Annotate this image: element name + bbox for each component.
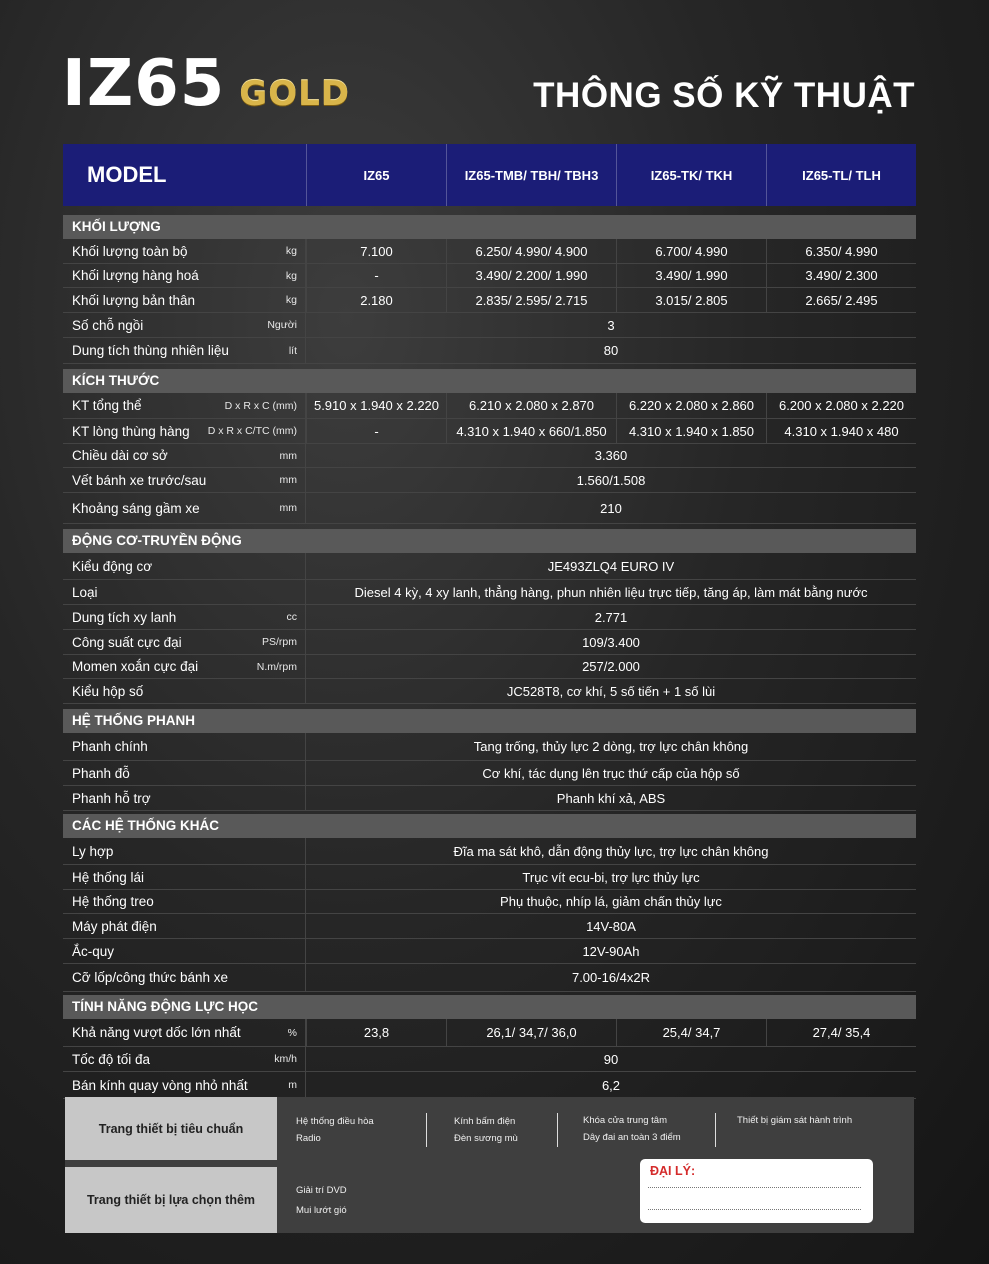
spec-row <box>63 761 916 786</box>
spec-row <box>63 553 916 580</box>
spec-unit: kg <box>285 294 297 306</box>
spec-label-cell <box>63 786 306 810</box>
spec-value: 3 <box>607 317 615 333</box>
optional-item: Mui lướt gió <box>296 1205 347 1216</box>
spec-row <box>63 1019 916 1047</box>
spec-label-cell <box>63 679 306 703</box>
spec-value: 3.015/ 2.805 <box>616 288 766 312</box>
standard-item-group <box>583 1112 681 1146</box>
spec-label-cell <box>63 288 306 312</box>
spec-label-cell <box>63 264 306 287</box>
spec-label-cell <box>63 865 306 889</box>
spec-label-cell <box>63 444 306 467</box>
spec-label-cell <box>63 838 306 864</box>
spec-value: 6,2 <box>601 1077 621 1093</box>
spec-label: Khoảng sáng gầm xe <box>72 500 200 516</box>
standard-item-group <box>737 1112 852 1129</box>
spec-value: 7.00-16/4x2R <box>571 970 651 985</box>
spec-value: JC528T8, cơ khí, 5 số tiến + 1 số lùi <box>506 683 716 699</box>
spec-label: Khối lượng hàng hoá <box>72 268 199 283</box>
spec-value: 4.310 x 1.940 x 1.850 <box>616 419 766 443</box>
spec-value: JE493ZLQ4 EURO IV <box>547 558 675 574</box>
spec-label-cell <box>63 890 306 913</box>
spec-value: 7.100 <box>306 239 446 263</box>
spec-row <box>63 338 916 364</box>
spec-label-cell <box>63 580 306 604</box>
standard-item: Khóa cửa trung tâm <box>583 1115 667 1126</box>
logo-gold: GOLD <box>239 74 350 114</box>
spec-value: - <box>306 264 446 287</box>
spec-label: Ly hợp <box>72 843 114 859</box>
spec-unit: % <box>287 1026 297 1039</box>
spec-row <box>63 264 916 288</box>
standard-item: Hệ thống điều hòa <box>296 1116 374 1127</box>
spec-value: 90 <box>603 1051 619 1067</box>
spec-unit: cc <box>286 611 297 623</box>
spec-label: Vết bánh xe trước/sau <box>72 472 207 488</box>
spec-label-cell <box>63 553 306 579</box>
spec-value: Tang trống, thủy lực 2 dòng, trợ lực chân không <box>473 739 749 754</box>
spec-label-cell <box>63 761 306 785</box>
model-label: MODEL <box>87 162 167 187</box>
spec-row <box>63 288 916 313</box>
spec-label: Hệ thống lái <box>72 869 145 885</box>
spec-value: 4.310 x 1.940 x 660/1.850 <box>446 419 616 443</box>
spec-label: Tốc độ tối đa <box>72 1051 151 1067</box>
spec-row <box>63 838 916 865</box>
spec-value: 27,4/ 35,4 <box>766 1019 916 1046</box>
spec-row <box>63 580 916 605</box>
spec-value: 2.665/ 2.495 <box>766 288 916 312</box>
model-column: IZ65-TMB/ TBH/ TBH3 <box>446 144 616 206</box>
spec-sections <box>63 215 916 1099</box>
spec-row <box>63 655 916 679</box>
spec-label-cell <box>63 468 306 492</box>
optional-equipment-label: Trang thiết bị lựa chọn thêm <box>65 1167 277 1233</box>
spec-value: 210 <box>600 500 622 516</box>
spec-value: Đĩa ma sát khô, dẫn động thủy lực, trợ lực chân không <box>453 843 769 859</box>
spec-unit: mm <box>279 474 297 486</box>
standard-item: Dây đai an toàn 3 điểm <box>583 1132 681 1143</box>
spec-label-cell <box>63 239 306 263</box>
spec-unit: kg <box>285 269 297 282</box>
spec-label-cell <box>63 655 306 678</box>
standard-item-group <box>454 1113 518 1147</box>
spec-label: Kiểu động cơ <box>72 558 153 574</box>
spec-label-cell <box>63 914 306 938</box>
divider <box>715 1113 716 1147</box>
spec-label: Dung tích thùng nhiên liệu <box>72 343 229 358</box>
spec-row <box>63 313 916 338</box>
model-column: IZ65 <box>306 144 446 206</box>
spec-unit: D x R x C/TC (mm) <box>207 425 297 437</box>
spec-row <box>63 239 916 264</box>
spec-unit: D x R x C (mm) <box>224 399 297 412</box>
spec-label: Bán kính quay vòng nhỏ nhất <box>72 1077 248 1093</box>
spec-table <box>63 144 916 1099</box>
section-header: KHỐI LƯỢNG <box>63 215 916 239</box>
section-header: CÁC HỆ THỐNG KHÁC <box>63 814 916 838</box>
spec-label: Khả năng vượt dốc lớn nhất <box>72 1025 241 1040</box>
spec-unit: mm <box>279 449 297 462</box>
section-header: HỆ THỐNG PHANH <box>63 709 916 733</box>
spec-row <box>63 1047 916 1072</box>
spec-row <box>63 605 916 630</box>
spec-value: 5.910 x 1.940 x 2.220 <box>306 393 446 418</box>
spec-value: - <box>306 419 446 443</box>
dealer-line <box>648 1209 861 1210</box>
spec-label: Khối lượng toàn bộ <box>72 243 188 259</box>
spec-label: KT lòng thùng hàng <box>72 423 190 439</box>
divider <box>426 1113 427 1147</box>
spec-value: 3.360 <box>594 448 628 463</box>
spec-value: 2.180 <box>306 288 446 312</box>
spec-label: Loại <box>72 584 98 600</box>
spec-value: 14V-80A <box>586 918 636 934</box>
spec-label-cell <box>63 1047 306 1071</box>
logo-model: IZ65 <box>62 47 226 121</box>
spec-label-cell <box>63 313 306 337</box>
spec-row <box>63 468 916 493</box>
spec-value: 3.490/ 2.200/ 1.990 <box>446 264 616 287</box>
spec-value: Diesel 4 kỳ, 4 xy lanh, thẳng hàng, phun nhiên liệu trực tiếp, tăng áp, làm mát bằng nước <box>354 584 868 600</box>
spec-row <box>63 444 916 468</box>
model-header-row <box>63 144 916 206</box>
spec-row <box>63 939 916 964</box>
spec-label: Kiểu hộp số <box>72 683 144 699</box>
spec-value: 4.310 x 1.940 x 480 <box>766 419 916 443</box>
model-column: IZ65-TK/ TKH <box>616 144 766 206</box>
spec-label: Số chỗ ngồi <box>72 317 144 333</box>
spec-label: Phanh hỗ trợ <box>72 790 151 806</box>
dealer-label: ĐẠI LÝ: <box>650 1164 696 1178</box>
spec-label: Máy phát điện <box>72 918 157 934</box>
spec-unit: m <box>288 1079 297 1091</box>
spec-unit: PS/rpm <box>261 636 297 648</box>
spec-value: 12V-90Ah <box>582 943 640 959</box>
spec-label-cell <box>63 1019 306 1046</box>
spec-row <box>63 786 916 811</box>
spec-label: KT tổng thể <box>72 398 142 413</box>
standard-item: Thiết bị giám sát hành trình <box>737 1115 853 1126</box>
dealer-line <box>648 1187 861 1188</box>
dealer-box <box>640 1159 873 1223</box>
spec-label: Công suất cực đại <box>72 634 182 650</box>
spec-label-cell <box>63 393 306 418</box>
logo <box>62 47 350 122</box>
spec-value: Cơ khí, tác dụng lên trục thứ cấp của hộp số <box>482 765 740 781</box>
spec-row <box>63 964 916 992</box>
spec-value: 6.250/ 4.990/ 4.900 <box>446 239 616 263</box>
spec-label: Cỡ lốp/công thức bánh xe <box>72 970 228 985</box>
spec-value: 6.220 x 2.080 x 2.860 <box>616 393 766 418</box>
spec-label: Momen xoắn cực đại <box>72 659 199 674</box>
spec-value: 6.350/ 4.990 <box>766 239 916 263</box>
spec-unit: kg <box>285 245 297 257</box>
spec-label: Chiều dài cơ sở <box>72 448 168 463</box>
spec-row <box>63 419 916 444</box>
spec-row <box>63 865 916 890</box>
spec-value: Trục vít ecu-bi, trợ lực thủy lực <box>522 869 700 885</box>
spec-row <box>63 679 916 704</box>
spec-label: Dung tích xy lanh <box>72 609 177 625</box>
standard-item: Đèn sương mù <box>454 1133 518 1144</box>
spec-value: 3.490/ 1.990 <box>616 264 766 287</box>
spec-value: 1.560/1.508 <box>576 472 646 488</box>
spec-row <box>63 1072 916 1099</box>
spec-label-cell <box>63 630 306 654</box>
spec-row <box>63 914 916 939</box>
spec-label: Phanh chính <box>72 739 148 754</box>
spec-label-cell <box>63 939 306 963</box>
spec-row <box>63 890 916 914</box>
standard-item: Kính bấm điện <box>454 1116 516 1127</box>
section-header: ĐỘNG CƠ-TRUYỀN ĐỘNG <box>63 529 916 553</box>
divider <box>557 1113 558 1147</box>
spec-value: Phanh khí xả, ABS <box>556 790 666 806</box>
spec-unit: mm <box>279 502 297 514</box>
spec-unit: Người <box>267 319 297 331</box>
section-header: KÍCH THƯỚC <box>63 369 916 393</box>
spec-unit: lít <box>288 344 297 357</box>
spec-label-cell <box>63 605 306 629</box>
optional-item-group <box>296 1181 347 1221</box>
spec-label-cell <box>63 733 306 760</box>
spec-label: Hệ thống treo <box>72 894 154 909</box>
spec-value: 2.771 <box>594 609 628 625</box>
spec-value: 2.835/ 2.595/ 2.715 <box>446 288 616 312</box>
spec-value: 6.200 x 2.080 x 2.220 <box>766 393 916 418</box>
spec-value: 109/3.400 <box>582 634 640 650</box>
equipment-panel <box>65 1097 914 1233</box>
spec-label: Ắc-quy <box>72 943 115 959</box>
spec-value: Phụ thuộc, nhíp lá, giảm chấn thủy lực <box>500 894 722 909</box>
spec-value: 23,8 <box>306 1019 446 1046</box>
spec-row <box>63 393 916 419</box>
standard-item: Radio <box>296 1133 321 1144</box>
spec-value: 3.490/ 2.300 <box>766 264 916 287</box>
spec-value: 25,4/ 34,7 <box>616 1019 766 1046</box>
spec-unit: km/h <box>274 1053 297 1065</box>
spec-row <box>63 493 916 524</box>
spec-value: 80 <box>603 343 619 358</box>
spec-label: Khối lượng bản thân <box>72 292 195 308</box>
spec-value: 6.210 x 2.080 x 2.870 <box>446 393 616 418</box>
spec-value: 257/2.000 <box>582 659 640 674</box>
spec-label: Phanh đỗ <box>72 765 130 781</box>
section-header: TÍNH NĂNG ĐỘNG LỰC HỌC <box>63 995 916 1019</box>
spec-value: 26,1/ 34,7/ 36,0 <box>446 1019 616 1046</box>
spec-unit: N.m/rpm <box>256 660 297 673</box>
model-column: IZ65-TL/ TLH <box>766 144 916 206</box>
spec-label-cell <box>63 493 306 523</box>
spec-label-cell <box>63 964 306 991</box>
optional-item: Giải trí DVD <box>296 1185 347 1196</box>
spec-value: 6.700/ 4.990 <box>616 239 766 263</box>
spec-label-cell <box>63 1072 306 1098</box>
page-title: THÔNG SỐ KỸ THUẬT <box>533 76 915 115</box>
spec-label-cell <box>63 419 306 443</box>
spec-label-cell <box>63 338 306 363</box>
standard-item-group <box>296 1113 374 1147</box>
standard-equipment-label: Trang thiết bị tiêu chuẩn <box>65 1097 277 1160</box>
spec-row <box>63 733 916 761</box>
spec-row <box>63 630 916 655</box>
